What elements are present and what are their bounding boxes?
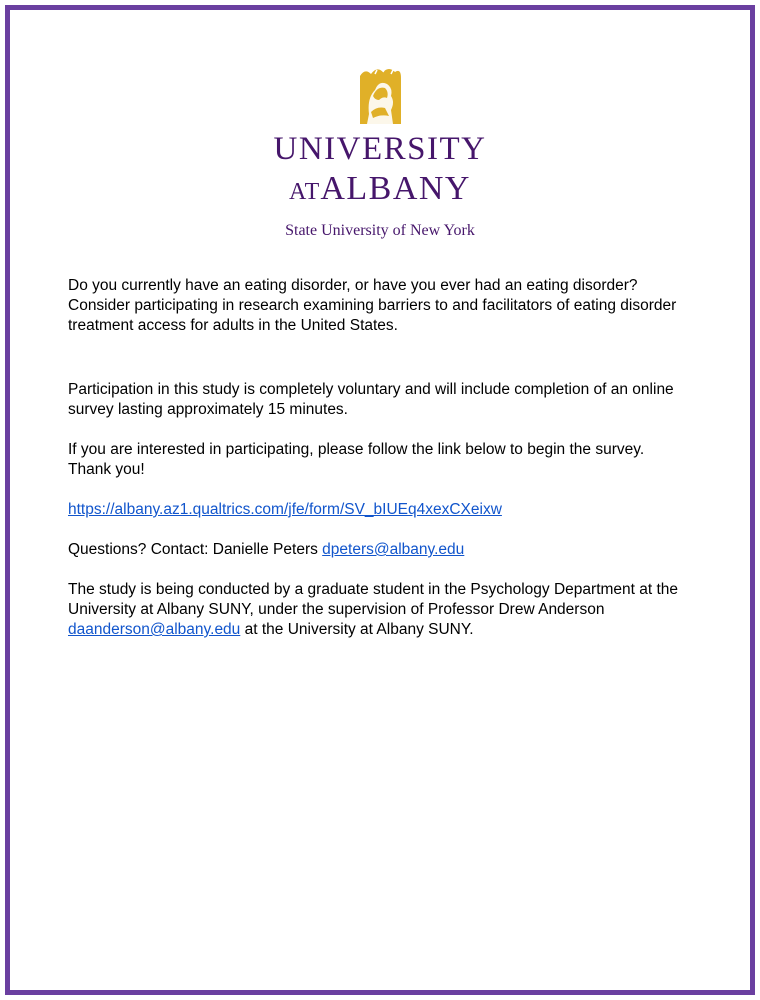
survey-link-paragraph (68, 500, 688, 520)
supervision-text: The study is being conducted by a graduate student in the Psychology Department at the University at Albany SUNY, under the supervision of Professor Drew Anderson (68, 581, 679, 618)
supervision-paragraph (68, 580, 688, 640)
contact-label: Questions? Contact: Danielle Peters (68, 541, 323, 558)
logo-subtitle: State University of New York (285, 222, 475, 239)
flyer-body (68, 276, 688, 640)
intro-paragraph: Do you currently have an eating disorder, or have you ever had an eating disorder? Consider participating in research examining barriers to and facilitators of eating disorder treatment access for adults in the United States. (68, 277, 677, 334)
voluntary-paragraph: Participation in this study is completely voluntary and will include completion of an online survey lasting approximately 15 minutes. (68, 381, 674, 418)
university-logo (0, 66, 760, 242)
logo-university-text: UNIVERSITY (273, 131, 487, 167)
supervisor-email-link[interactable]: daanderson@albany.edu (68, 621, 241, 638)
supervision-suffix: at the University at Albany SUNY. (240, 621, 474, 638)
survey-link[interactable]: https://albany.az1.qualtrics.com/jfe/form/SV_bIUEq4xexCXeixw (68, 501, 502, 518)
logo-albany-text: ALBANY (320, 170, 471, 207)
contact-paragraph (68, 540, 688, 560)
contact-email-link[interactable]: dpeters@albany.edu (322, 541, 465, 558)
logo-at-albany-text (0, 168, 760, 216)
minerva-seal-icon (355, 66, 405, 126)
logo-at-text: AT (288, 179, 321, 205)
interest-paragraph: If you are interested in participating, please follow the link below to begin the survey. Thank you! (68, 441, 645, 478)
